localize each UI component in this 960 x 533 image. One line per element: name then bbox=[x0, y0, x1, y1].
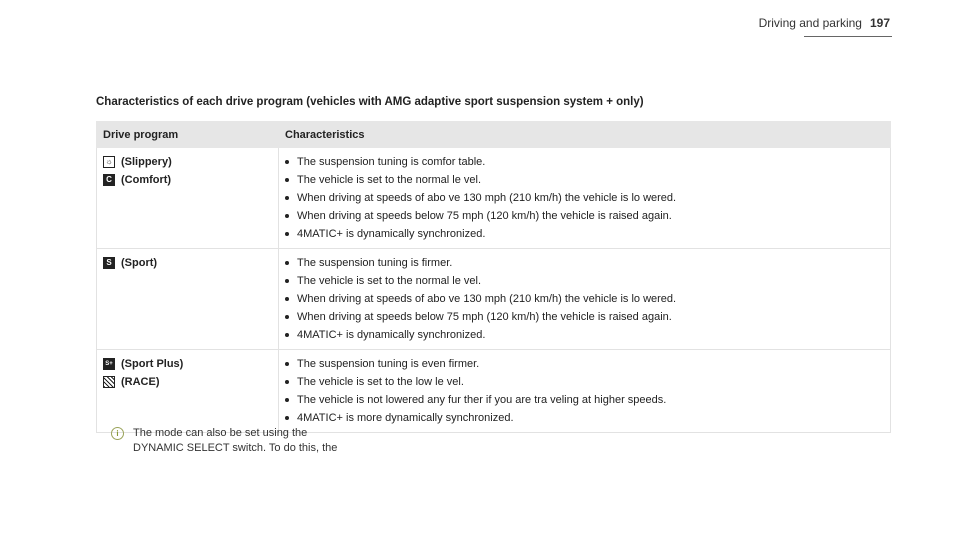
list-item-text: 4MATIC+ is more dynamically synchronized. bbox=[297, 412, 514, 424]
program-label: (RACE) bbox=[121, 376, 160, 388]
characteristics-list bbox=[285, 355, 884, 427]
program-sport-plus bbox=[103, 355, 272, 373]
list-item-text: When driving at speeds of abo ve 130 mph (210 km/h) the vehicle is lo wered. bbox=[297, 192, 677, 204]
table-header-row bbox=[97, 122, 891, 148]
bullet-icon bbox=[285, 232, 289, 236]
bullet-icon bbox=[285, 214, 289, 218]
race-mode-icon bbox=[103, 376, 115, 388]
note-line: The mode can also be set using the bbox=[133, 427, 308, 439]
list-item bbox=[285, 290, 884, 308]
table-row bbox=[97, 249, 891, 350]
characteristics-list bbox=[285, 153, 884, 243]
bullet-icon bbox=[285, 261, 289, 265]
list-item bbox=[285, 225, 884, 243]
drive-program-table bbox=[96, 121, 891, 433]
program-slippery bbox=[103, 153, 272, 171]
note-text bbox=[133, 426, 337, 456]
list-item-text: When driving at speeds of abo ve 130 mph (210 km/h) the vehicle is lo wered. bbox=[297, 293, 677, 305]
bullet-icon bbox=[285, 196, 289, 200]
note-line: DYNAMIC SELECT switch. To do this, the bbox=[133, 442, 338, 454]
program-label: (Sport) bbox=[121, 257, 158, 269]
list-item bbox=[285, 355, 884, 373]
list-item-text: When driving at speeds below 75 mph (120 km/h) the vehicle is raised again. bbox=[297, 311, 672, 323]
bullet-icon bbox=[285, 178, 289, 182]
list-item-text: 4MATIC+ is dynamically synchronized. bbox=[297, 228, 486, 240]
header-section-title: Driving and parking bbox=[758, 16, 862, 30]
sport-plus-mode-icon: S+ bbox=[103, 358, 115, 370]
program-label: (Comfort) bbox=[121, 174, 172, 186]
comfort-mode-icon: C bbox=[103, 174, 115, 186]
list-item-text: The vehicle is not lowered any fur ther if you are tra veling at higher speeds. bbox=[297, 394, 667, 406]
bullet-icon bbox=[285, 297, 289, 301]
list-item-text: The suspension tuning is firmer. bbox=[297, 257, 453, 269]
bullet-icon bbox=[285, 398, 289, 402]
characteristics-cell bbox=[279, 350, 891, 433]
program-race bbox=[103, 373, 272, 391]
section-title: Characteristics of each drive program (vehicles with AMG adaptive sport suspension system + only) bbox=[96, 96, 644, 108]
sport-mode-icon: S bbox=[103, 257, 115, 269]
bullet-icon bbox=[285, 380, 289, 384]
list-item bbox=[285, 409, 884, 427]
slippery-mode-icon: ☼ bbox=[103, 156, 115, 168]
list-item bbox=[285, 373, 884, 391]
list-item bbox=[285, 391, 884, 409]
characteristics-list bbox=[285, 254, 884, 344]
info-icon: i bbox=[111, 427, 124, 440]
list-item bbox=[285, 153, 884, 171]
bullet-icon bbox=[285, 279, 289, 283]
list-item-text: The vehicle is set to the normal le vel. bbox=[297, 275, 482, 287]
info-note bbox=[111, 426, 337, 456]
list-item bbox=[285, 189, 884, 207]
list-item bbox=[285, 207, 884, 225]
bullet-icon bbox=[285, 362, 289, 366]
bullet-icon bbox=[285, 416, 289, 420]
bullet-icon bbox=[285, 160, 289, 164]
column-header-drive-program: Drive program bbox=[97, 122, 279, 148]
list-item bbox=[285, 308, 884, 326]
drive-program-cell bbox=[97, 148, 279, 249]
list-item-text: The vehicle is set to the low le vel. bbox=[297, 376, 464, 388]
page-number: 197 bbox=[869, 16, 890, 30]
characteristics-cell bbox=[279, 148, 891, 249]
program-sport bbox=[103, 254, 272, 272]
header-rule bbox=[804, 36, 892, 37]
bullet-icon bbox=[285, 333, 289, 337]
program-comfort bbox=[103, 171, 272, 189]
bullet-icon bbox=[285, 315, 289, 319]
list-item-text: The vehicle is set to the normal le vel. bbox=[297, 174, 482, 186]
page-header bbox=[759, 16, 890, 30]
list-item bbox=[285, 254, 884, 272]
list-item-text: 4MATIC+ is dynamically synchronized. bbox=[297, 329, 486, 341]
column-header-characteristics: Characteristics bbox=[279, 122, 891, 148]
list-item-text: The suspension tuning is even firmer. bbox=[297, 358, 480, 370]
program-label: (Slippery) bbox=[121, 156, 172, 168]
table-row bbox=[97, 148, 891, 249]
characteristics-cell bbox=[279, 249, 891, 350]
list-item bbox=[285, 272, 884, 290]
list-item-text: The suspension tuning is comfor table. bbox=[297, 156, 486, 168]
drive-program-cell bbox=[97, 249, 279, 350]
program-label: (Sport Plus) bbox=[121, 358, 184, 370]
table-row bbox=[97, 350, 891, 433]
list-item bbox=[285, 171, 884, 189]
list-item-text: When driving at speeds below 75 mph (120 km/h) the vehicle is raised again. bbox=[297, 210, 672, 222]
drive-program-cell bbox=[97, 350, 279, 433]
list-item bbox=[285, 326, 884, 344]
